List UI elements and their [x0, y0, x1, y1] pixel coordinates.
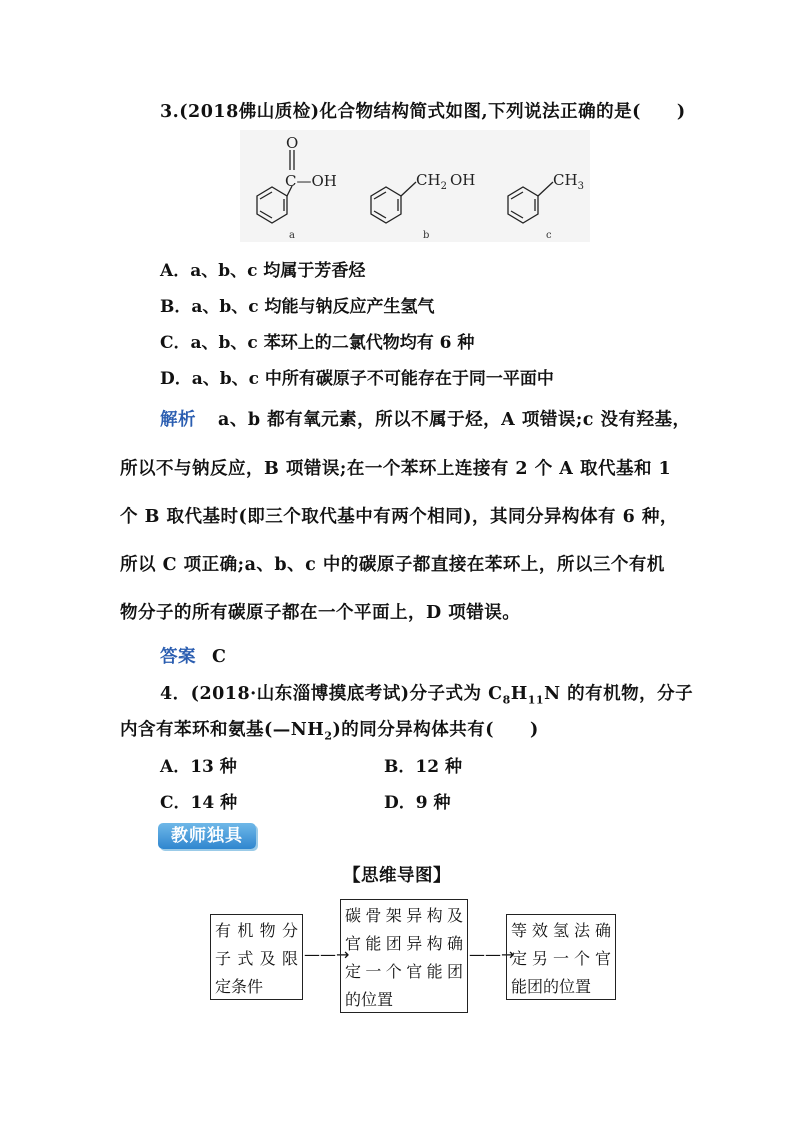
q4-option-b: B．12 种: [384, 757, 462, 777]
analysis-line-1: 解析 a、b 都有氧元素，所以不属于烃，A 项错误;c 没有羟基，: [160, 410, 691, 430]
mindmap-title: 【思维导图】: [343, 866, 451, 886]
c-group: $CH_3$: [553, 171, 584, 192]
mindmap-box-3: 等效氢法确 定另一个官 能团的位置: [506, 914, 616, 1000]
label-b: b: [423, 230, 430, 241]
q3-option-b: B．a、b、c 均能与钠反应产生氢气: [160, 297, 435, 317]
label-c: c: [546, 230, 552, 241]
q3-stem: 3.(2018佛山质检)化合物结构简式如图,下列说法正确的是( ): [160, 102, 686, 122]
teacher-exclusive-badge: 教师独具: [158, 823, 256, 849]
analysis-label: 解析: [160, 410, 196, 430]
mindmap-arrow-2: ——→: [469, 945, 515, 964]
q4-stem-line-1: 4．(2018·山东淄博摸底考试)分子式为 $C_8H_{11}N$ 的有机物，分子: [160, 684, 694, 707]
answer-line: [160, 643, 226, 668]
q4-option-d: D．9 种: [384, 793, 451, 813]
q3-option-c: C．a、b、c 苯环上的二氯代物均有 6 种: [160, 333, 475, 353]
mindmap-box-1: 有机物分 子式及限 定条件: [210, 914, 303, 1000]
b-group: $CH_2$ OH: [416, 171, 476, 192]
mindmap-box-2: 碳骨架异构及 官能团异构确 定一个官能团 的位置: [340, 899, 468, 1013]
analysis-line-2: 所以不与钠反应，B 项错误;在一个苯环上连接有 2 个 A 取代基和 1: [120, 459, 672, 479]
mindmap-arrow-1: ——→: [304, 945, 350, 964]
analysis-line-3: 个 B 取代基时(即三个取代基中有两个相同)，其同分异构体有 6 种，: [120, 507, 678, 527]
a-carbonyl-o: O: [286, 134, 299, 152]
q3-option-d: D．a、b、c 中所有碳原子不可能存在于同一平面中: [160, 369, 554, 389]
answer-label: 答案: [160, 647, 196, 667]
q4-stem-line-2: 内含有苯环和氨基$(—NH_2)$的同分异构体共有( ): [120, 720, 539, 743]
q4-option-a: A．13 种: [160, 757, 237, 777]
answer-value: C: [212, 647, 227, 667]
a-group: C—OH: [285, 172, 337, 190]
analysis-line-5: 物分子的所有碳原子都在一个平面上，D 项错误。: [120, 603, 521, 623]
label-a: a: [289, 230, 295, 241]
q4-option-c: C．14 种: [160, 793, 238, 813]
structure-figure: [240, 130, 590, 242]
analysis-line-4: 所以 C 项正确;a、b、c 中的碳原子都直接在苯环上，所以三个有机: [120, 555, 665, 575]
q3-option-a: A．a、b、c 均属于芳香烃: [160, 261, 366, 281]
